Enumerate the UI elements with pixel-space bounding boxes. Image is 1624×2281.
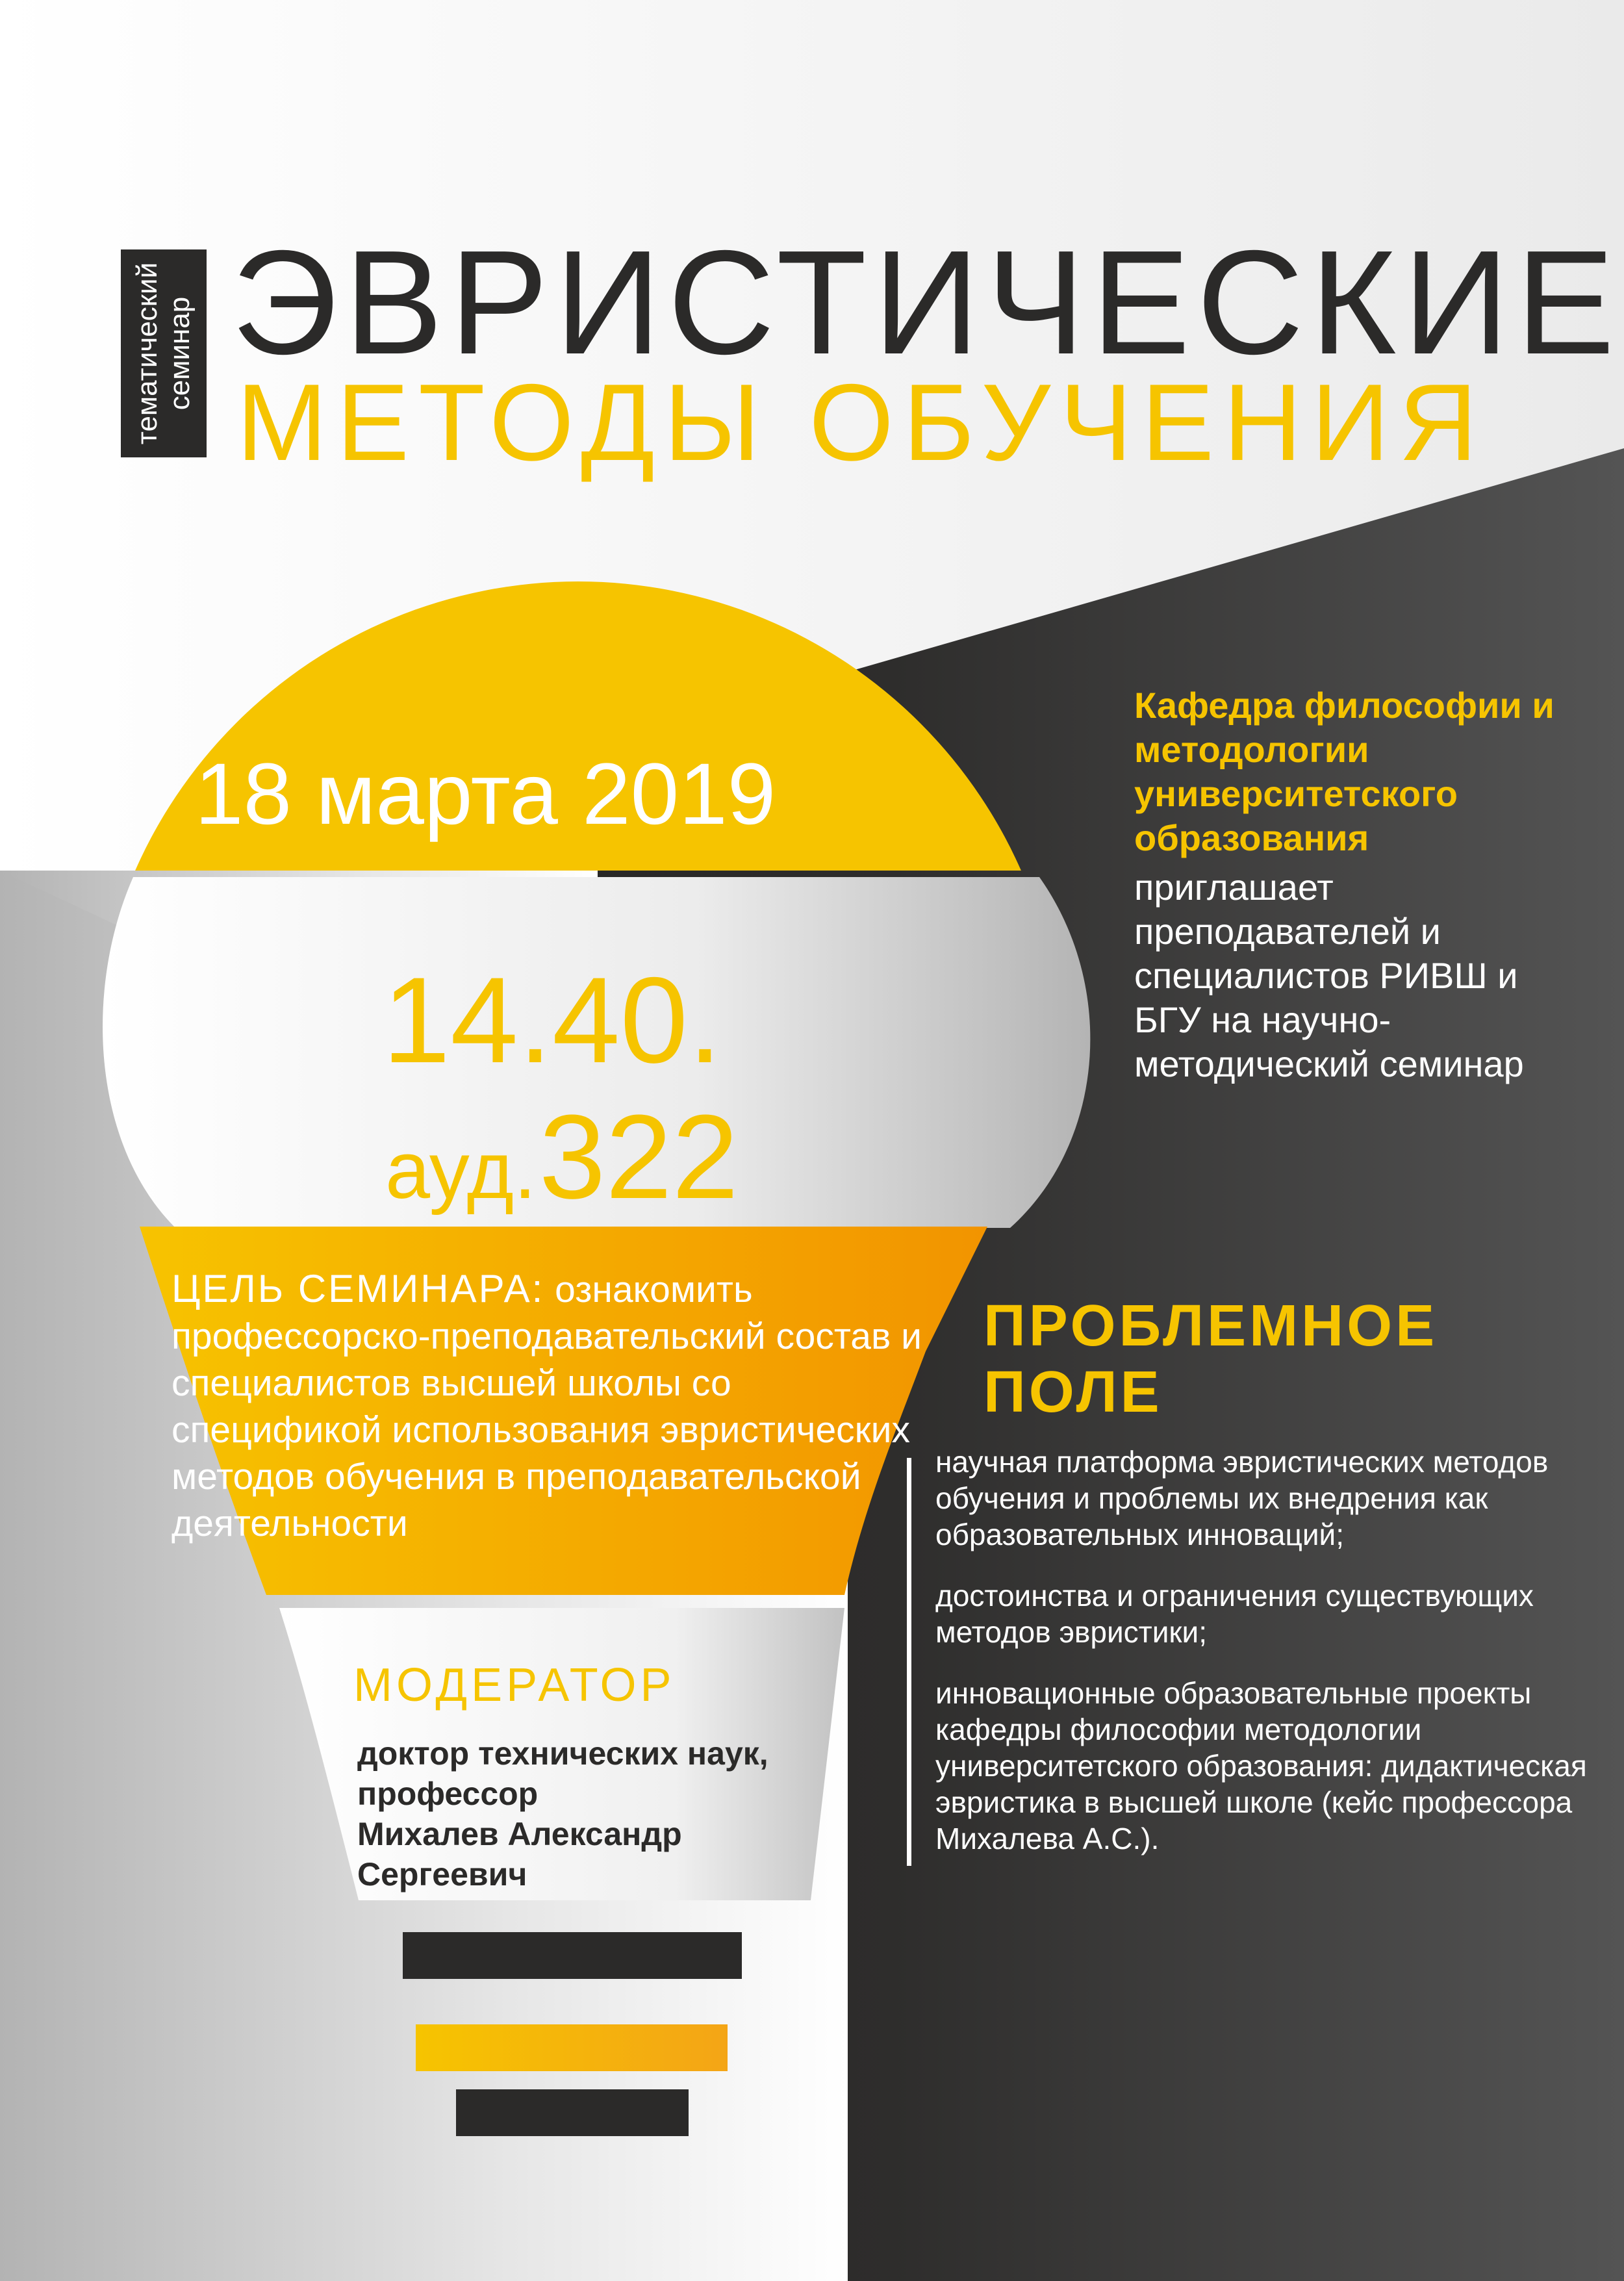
title-line-2: МЕТОДЫ ОБУЧЕНИЯ xyxy=(236,361,1487,483)
problem-item-2: достоинства и ограничения существующих методов эвристики; xyxy=(935,1579,1534,1649)
room-number: 322 xyxy=(539,1090,739,1223)
organizer-department: Кафедра философии и методологии университетского образования xyxy=(1134,685,1554,858)
moderator-title: МОДЕРАТОР xyxy=(353,1659,676,1711)
problem-item-3: инновационные образовательные проекты кафедры философии методологии университетского образования: дидактическая эвристика в высшей школе (кейс профессора Михалева А.С.). xyxy=(935,1676,1587,1855)
moderator-info xyxy=(357,1733,877,1894)
problem-item-1: научная платформа эвристических методов обучения и проблемы их внедрения как образовательных инноваций; xyxy=(935,1445,1549,1551)
title-line-1: ЭВРИСТИЧЕСКИЕ xyxy=(231,220,1621,385)
seminar-type-label: тематический семинар xyxy=(131,262,196,445)
bulb-bar-2 xyxy=(416,2024,728,2071)
problem-field-list xyxy=(935,1444,1618,1881)
moderator-name-line-1: Михалев Александр xyxy=(357,1816,682,1852)
bulb-bar-1 xyxy=(403,1932,742,1979)
moderator-degree: доктор технических наук, xyxy=(357,1735,768,1772)
problem-field-divider xyxy=(907,1458,911,1866)
event-room xyxy=(0,1090,1124,1223)
seminar-goal xyxy=(171,1266,951,1547)
event-time: 14.40. xyxy=(382,952,722,1088)
moderator-name-line-2: Сергеевич xyxy=(357,1856,527,1892)
event-date: 18 марта 2019 xyxy=(195,746,776,843)
goal-label: ЦЕЛЬ СЕМИНАРА: xyxy=(171,1267,545,1310)
goal-text: ознакомить профессорско-преподавательский состав и специалистов высшей школы со спецификой использования эвристических методов обучения в преподавательской деятельности xyxy=(171,1269,922,1544)
room-label: ауд. xyxy=(385,1126,537,1216)
organizer-invite: приглашает преподавателей и специалистов РИВШ и БГУ на научно-методический семинар xyxy=(1134,867,1524,1084)
moderator-position: профессор xyxy=(357,1776,539,1812)
bulb-bar-3 xyxy=(456,2089,689,2136)
problem-field-title: ПРОБЛЕМНОЕ ПОЛЕ xyxy=(983,1293,1438,1425)
